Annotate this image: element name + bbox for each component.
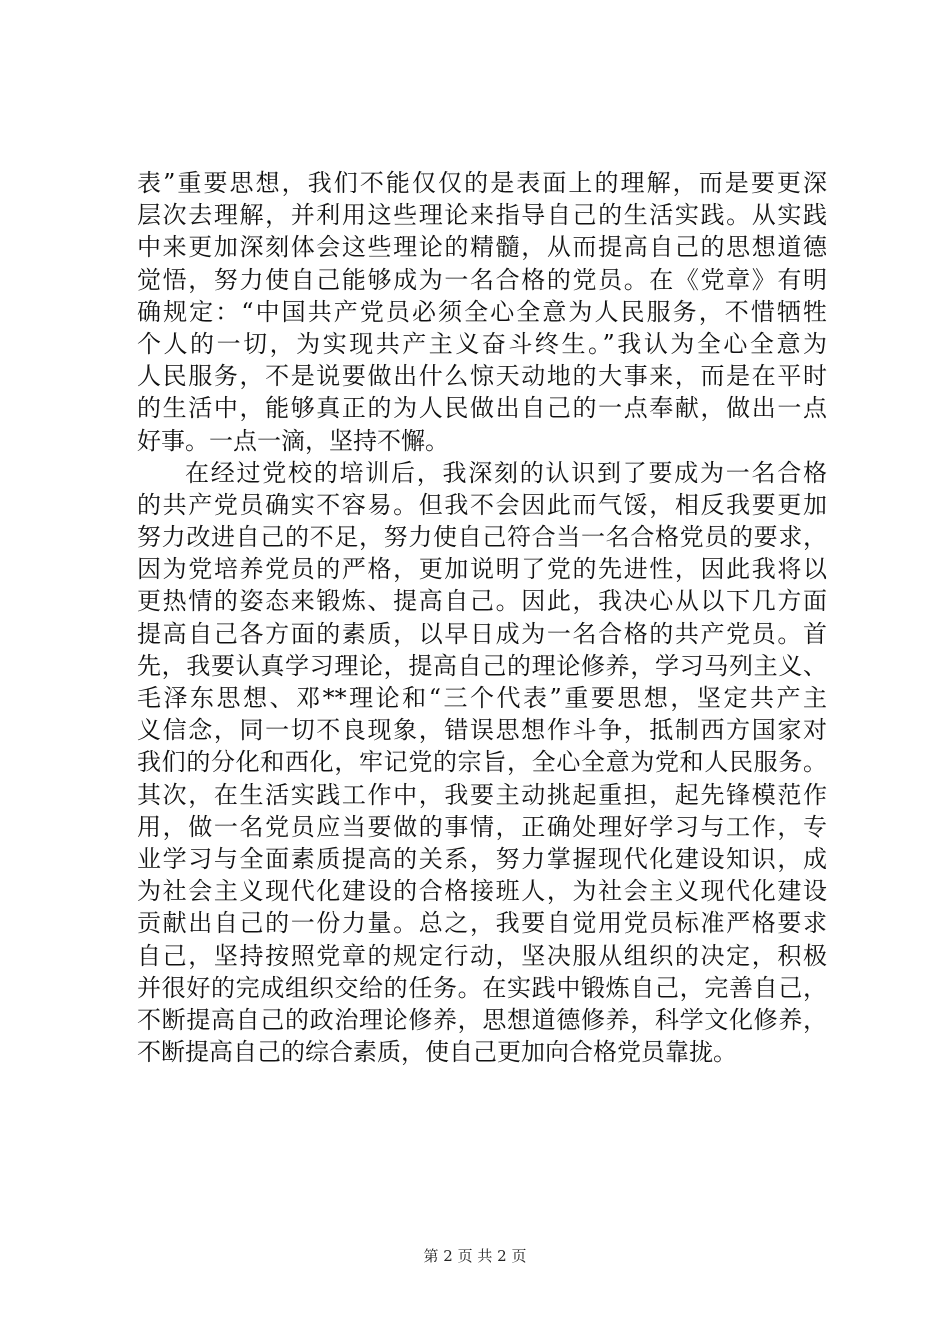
paragraph-1 bbox=[137, 167, 827, 457]
page-number-footer: 第 2 页 共 2 页 bbox=[423, 1247, 527, 1265]
text-line: 先，我要认真学习理论，提高自己的理论修养，学习马列主义、 bbox=[137, 651, 827, 680]
text-line: 业学习与全面素质提高的关系，努力掌握现代化建设知识，成 bbox=[137, 844, 827, 873]
text-line: 努力改进自己的不足，努力使自己符合当一名合格党员的要求， bbox=[137, 523, 827, 552]
paragraph-2 bbox=[137, 457, 827, 1069]
text-line: 觉悟，努力使自己能够成为一名合格的党员。在《党章》有明 bbox=[137, 265, 827, 294]
document-body bbox=[137, 167, 827, 1068]
text-line: 毛泽东思想、邓**理论和“三个代表”重要思想，坚定共产主 bbox=[137, 684, 827, 712]
text-line: 好事。一点一滴，坚持不懈。 bbox=[137, 426, 449, 455]
text-line: 不断提高自己的政治理论修养，思想道德修养，科学文化修养， bbox=[137, 1005, 827, 1034]
text-line: 不断提高自己的综合素质，使自己更加向合格党员靠拢。 bbox=[137, 1038, 737, 1067]
text-line: 确规定：“中国共产党员必须全心全意为人民服务，不惜牺牲 bbox=[137, 297, 827, 326]
text-line: 自己，坚持按照党章的规定行动，坚决服从组织的决定，积极 bbox=[137, 941, 827, 970]
text-line: 的生活中，能够真正的为人民做出自己的一点奉献，做出一点 bbox=[137, 394, 827, 423]
text-line: 人民服务，不是说要做出什么惊天动地的大事来，而是在平时 bbox=[137, 362, 827, 391]
text-line: 在经过党校的培训后，我深刻的认识到了要成为一名合格 bbox=[185, 458, 827, 487]
text-line: 个人的一切，为实现共产主义奋斗终生。”我认为全心全意为 bbox=[137, 329, 827, 358]
text-line: 提高自己各方面的素质，以早日成为一名合格的共产党员。首 bbox=[137, 619, 827, 648]
text-line: 用，做一名党员应当要做的事情，正确处理好学习与工作，专 bbox=[137, 812, 827, 841]
text-line: 为社会主义现代化建设的合格接班人，为社会主义现代化建设 bbox=[137, 877, 827, 906]
text-line: 并很好的完成组织交给的任务。在实践中锻炼自己，完善自己， bbox=[137, 973, 827, 1002]
text-line: 贡献出自己的一份力量。总之，我要自觉用党员标准严格要求 bbox=[137, 909, 827, 938]
text-line: 因为党培养党员的严格，更加说明了党的先进性，因此我将以 bbox=[137, 555, 827, 584]
text-line: 我们的分化和西化，牢记党的宗旨，全心全意为党和人民服务。 bbox=[137, 748, 827, 777]
text-line: 更热情的姿态来锻炼、提高自己。因此，我决心从以下几方面 bbox=[137, 587, 827, 616]
text-line: 其次，在生活实践工作中，我要主动挑起重担，起先锋模范作 bbox=[137, 780, 827, 809]
text-line: 的共产党员确实不容易。但我不会因此而气馁，相反我要更加 bbox=[137, 490, 827, 519]
text-line: 中来更加深刻体会这些理论的精髓，从而提高自己的思想道德 bbox=[137, 233, 827, 262]
text-line: 表”重要思想，我们不能仅仅的是表面上的理解，而是要更深 bbox=[137, 169, 827, 197]
text-line: 层次去理解，并利用这些理论来指导自己的生活实践。从实践 bbox=[137, 201, 827, 230]
text-line: 义信念，同一切不良现象，错误思想作斗争，抵制西方国家对 bbox=[137, 716, 827, 745]
